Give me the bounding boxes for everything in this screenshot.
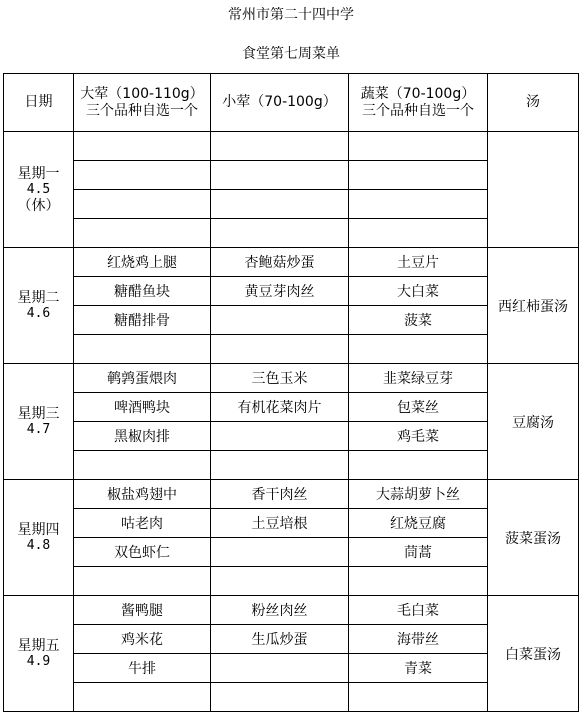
header-soup: 汤 bbox=[488, 74, 579, 132]
vegetable-dish: 茼蒿 bbox=[349, 538, 488, 567]
soup-cell: 豆腐汤 bbox=[488, 364, 579, 480]
vegetable-dish bbox=[349, 683, 488, 712]
date-label: 4.7 bbox=[26, 421, 51, 437]
vegetable-dish bbox=[349, 190, 488, 219]
small-meat-dish bbox=[211, 683, 349, 712]
weekday-label: 星期四 bbox=[17, 521, 60, 538]
large-meat-dish: 鹌鹑蛋煨肉 bbox=[74, 364, 211, 393]
weekday-label: 星期五 bbox=[17, 637, 60, 654]
vegetable-dish: 大蒜胡萝卜丝 bbox=[349, 480, 488, 509]
header-small-meat: 小荤（70-100g） bbox=[211, 74, 349, 132]
school-name: 常州市第二十四中学 bbox=[228, 7, 354, 23]
large-meat-dish: 椒盐鸡翅中 bbox=[74, 480, 211, 509]
large-meat-dish: 咕老肉 bbox=[74, 509, 211, 538]
menu-table bbox=[3, 73, 579, 712]
small-meat-dish bbox=[211, 161, 349, 190]
small-meat-dish bbox=[211, 567, 349, 596]
vegetable-dish bbox=[349, 451, 488, 480]
header-vegetable-line1: 蔬菜（70-100g） bbox=[360, 85, 476, 102]
small-meat-dish: 生瓜炒蛋 bbox=[211, 625, 349, 654]
small-meat-dish bbox=[211, 219, 349, 248]
date-label: 4.5 bbox=[26, 181, 51, 197]
small-meat-dish bbox=[211, 654, 349, 683]
header-date: 日期 bbox=[4, 74, 74, 132]
vegetable-dish bbox=[349, 335, 488, 364]
vegetable-dish: 包菜丝 bbox=[349, 393, 488, 422]
table-row bbox=[4, 248, 579, 277]
small-meat-dish bbox=[211, 451, 349, 480]
vegetable-dish: 红烧豆腐 bbox=[349, 509, 488, 538]
table-row bbox=[4, 596, 579, 625]
small-meat-dish bbox=[211, 335, 349, 364]
menu-title: 食堂第七周菜单 bbox=[242, 46, 340, 62]
vegetable-dish: 土豆片 bbox=[349, 248, 488, 277]
holiday-note: （休） bbox=[17, 197, 60, 214]
day-cell bbox=[4, 596, 74, 712]
small-meat-dish: 土豆培根 bbox=[211, 509, 349, 538]
soup-cell: 西红柿蛋汤 bbox=[488, 248, 579, 364]
vegetable-dish bbox=[349, 161, 488, 190]
large-meat-dish: 牛排 bbox=[74, 654, 211, 683]
large-meat-dish: 鸡米花 bbox=[74, 625, 211, 654]
large-meat-dish: 红烧鸡上腿 bbox=[74, 248, 211, 277]
weekday-label: 星期三 bbox=[17, 405, 60, 422]
day-cell bbox=[4, 364, 74, 480]
weekday-label: 星期二 bbox=[17, 289, 60, 306]
small-meat-dish: 有机花菜肉片 bbox=[211, 393, 349, 422]
small-meat-dish: 黄豆芽肉丝 bbox=[211, 277, 349, 306]
header-row bbox=[4, 74, 579, 132]
soup-cell bbox=[488, 132, 579, 248]
vegetable-dish: 大白菜 bbox=[349, 277, 488, 306]
table-row bbox=[4, 480, 579, 509]
soup-cell: 菠菜蛋汤 bbox=[488, 480, 579, 596]
large-meat-dish: 糖醋排骨 bbox=[74, 306, 211, 335]
large-meat-dish: 啤酒鸭块 bbox=[74, 393, 211, 422]
large-meat-dish bbox=[74, 683, 211, 712]
large-meat-dish: 糖醋鱼块 bbox=[74, 277, 211, 306]
header-vegetable bbox=[349, 74, 488, 132]
day-cell bbox=[4, 132, 74, 248]
small-meat-dish bbox=[211, 190, 349, 219]
large-meat-dish bbox=[74, 190, 211, 219]
small-meat-dish bbox=[211, 538, 349, 567]
table-row bbox=[4, 364, 579, 393]
small-meat-dish: 香干肉丝 bbox=[211, 480, 349, 509]
large-meat-dish bbox=[74, 161, 211, 190]
soup-cell: 白菜蛋汤 bbox=[488, 596, 579, 712]
vegetable-dish: 鸡毛菜 bbox=[349, 422, 488, 451]
vegetable-dish: 毛白菜 bbox=[349, 596, 488, 625]
small-meat-dish: 杏鲍菇炒蛋 bbox=[211, 248, 349, 277]
large-meat-dish: 双色虾仁 bbox=[74, 538, 211, 567]
date-label: 4.6 bbox=[26, 305, 51, 321]
large-meat-dish bbox=[74, 219, 211, 248]
large-meat-dish bbox=[74, 132, 211, 161]
day-cell bbox=[4, 248, 74, 364]
header-large-meat bbox=[74, 74, 211, 132]
vegetable-dish bbox=[349, 567, 488, 596]
large-meat-dish: 酱鸭腿 bbox=[74, 596, 211, 625]
header-large-meat-line1: 大荤（100-110g） bbox=[80, 85, 204, 102]
vegetable-dish: 海带丝 bbox=[349, 625, 488, 654]
large-meat-dish: 黑椒肉排 bbox=[74, 422, 211, 451]
day-cell bbox=[4, 480, 74, 596]
large-meat-dish bbox=[74, 451, 211, 480]
large-meat-dish bbox=[74, 567, 211, 596]
vegetable-dish: 菠菜 bbox=[349, 306, 488, 335]
vegetable-dish bbox=[349, 219, 488, 248]
vegetable-dish bbox=[349, 132, 488, 161]
header-vegetable-line2: 三个品种自选一个 bbox=[362, 102, 474, 119]
small-meat-dish: 三色玉米 bbox=[211, 364, 349, 393]
small-meat-dish bbox=[211, 132, 349, 161]
date-label: 4.9 bbox=[26, 653, 51, 669]
vegetable-dish: 青菜 bbox=[349, 654, 488, 683]
small-meat-dish: 粉丝肉丝 bbox=[211, 596, 349, 625]
small-meat-dish bbox=[211, 422, 349, 451]
small-meat-dish bbox=[211, 306, 349, 335]
date-label: 4.8 bbox=[26, 537, 51, 553]
weekday-label: 星期一 bbox=[17, 165, 60, 182]
large-meat-dish bbox=[74, 335, 211, 364]
vegetable-dish: 韭菜绿豆芽 bbox=[349, 364, 488, 393]
header-large-meat-line2: 三个品种自选一个 bbox=[86, 102, 198, 119]
table-row bbox=[4, 132, 579, 161]
